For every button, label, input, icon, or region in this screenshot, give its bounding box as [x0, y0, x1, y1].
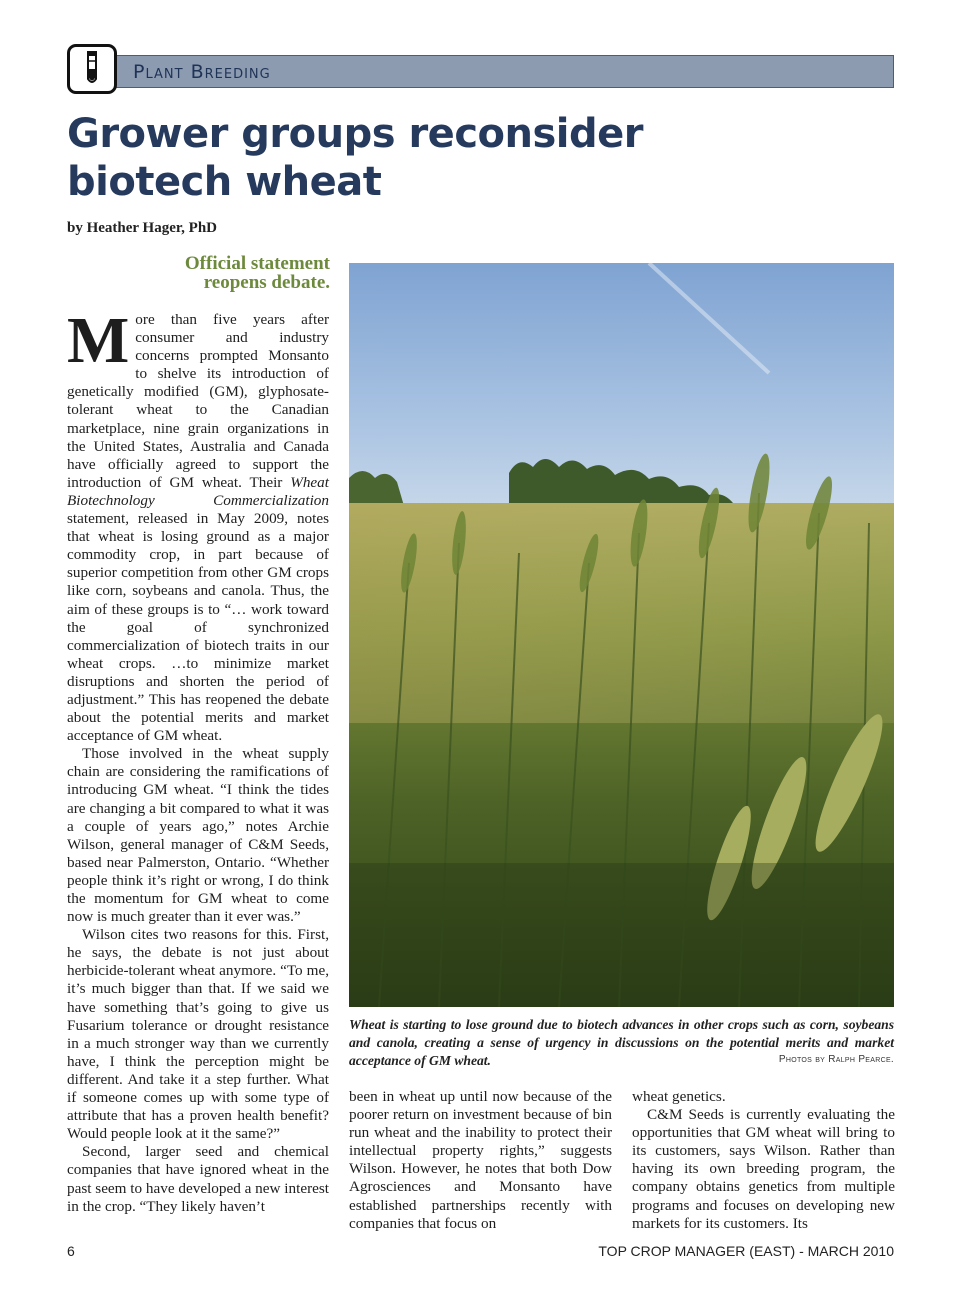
statement-title: Wheat Biotechnology Commercialization: [67, 473, 329, 509]
publication-footer: TOP CROP MANAGER (EAST) - MARCH 2010: [598, 1243, 894, 1259]
section-header-bar: [112, 55, 894, 88]
paragraph-2: Those involved in the wheat supply chain are considering the ramifications of introducing GM wheat. “I think the tides are changing a bit compared to what it was a couple of years ago,” notes Archie Wilson, general manager of C&M Seeds, based near Palmerston, Ontario. “Whether people think it’s right or wrong, I do think the momentum for GM wheat to come now is much greater than it ever was.”: [67, 745, 329, 926]
column-3-paragraph-2: C&M Seeds is currently evaluating the opportunities that GM wheat will bring to its customers, says Wilson. Rather than having its own breeding program, the company obtains genetics from multiple programs and focuses on developing new markets for its customers. Its: [632, 1106, 895, 1232]
section-label: Plant Breeding: [133, 61, 271, 83]
paragraph-3: Wilson cites two reasons for this. First, he says, the debate is not just about herbicide-tolerant wheat anymore. “To me, it’s much bigger than that. If we said we have something that’s going to give us Fusarium tolerance or drought resistance in a much stronger way than we currently have, I think the perception might be different. And take it a step further. What if someone comes up with some type of attribute that has a proven health benefit? Would people look at it the same?”: [67, 926, 329, 1143]
headline-line-1: Grower groups reconsider: [67, 111, 643, 157]
article-column-1: [67, 304, 329, 1216]
paragraph-1: [67, 304, 329, 745]
article-column-3: [632, 1088, 895, 1233]
paragraph-4: Second, larger seed and chemical companies that have ignored wheat in the past seem to have developed a new interest in the crop. “They likely haven’t: [67, 1143, 329, 1215]
wheat-field-photo: [349, 263, 894, 1007]
article-headline: [67, 110, 867, 206]
paragraph-1-text-end: statement, released in May 2009, notes that wheat is losing ground as a major commodity crop, in part because of superior competition from other GM crops like corn, soybeans and canola. Thus, the aim of these groups is to “… work toward the goal of synchronized commercialization of biotech traits in our wheat crops. …to minimize market disruptions and shorten the period of adjustment.” This has reopened the debate about the potential merits and market acceptance of GM wheat.: [67, 510, 329, 745]
deck-line-1: Official statement: [184, 253, 330, 274]
article-column-2: [349, 1088, 612, 1233]
deck-line-2: reopens debate.: [203, 272, 330, 293]
photo-caption: Wheat is starting to lose ground due to biotech advances in other crops such as corn, soybeans and canola, creating a sense of urgency in discussions on the potential merits and market acceptance of GM wheat.: [349, 1017, 894, 1069]
column-2-text: been in wheat up until now because of the poorer return on investment because of bin run wheat and the inability to protect their intellectual property rights,” suggests Wilson. However, he notes that both Dow Agrosciences and Monsanto have established partnerships recently with companies that focus on: [349, 1088, 612, 1232]
headline-line-2: biotech wheat: [67, 159, 382, 205]
test-tube-icon: [67, 44, 117, 94]
paragraph-1-text: ore than five years after consumer and industry concerns prompted Monsanto to shelve its introduction of genetically modified (GM), glyphosate-tolerant wheat to the Canadian marketplace, nine grain organizations in the United States, Australia and Canada have officially agreed to support the introduction of GM wheat. Their: [67, 311, 329, 491]
drop-cap: M: [67, 304, 130, 377]
byline: by Heather Hager, PhD: [67, 220, 217, 236]
photo-credit: Photos by Ralph Pearce.: [778, 1054, 894, 1065]
column-3-paragraph-1: wheat genetics.: [632, 1088, 726, 1105]
page-number: 6: [67, 1243, 75, 1259]
deck: [120, 254, 330, 292]
